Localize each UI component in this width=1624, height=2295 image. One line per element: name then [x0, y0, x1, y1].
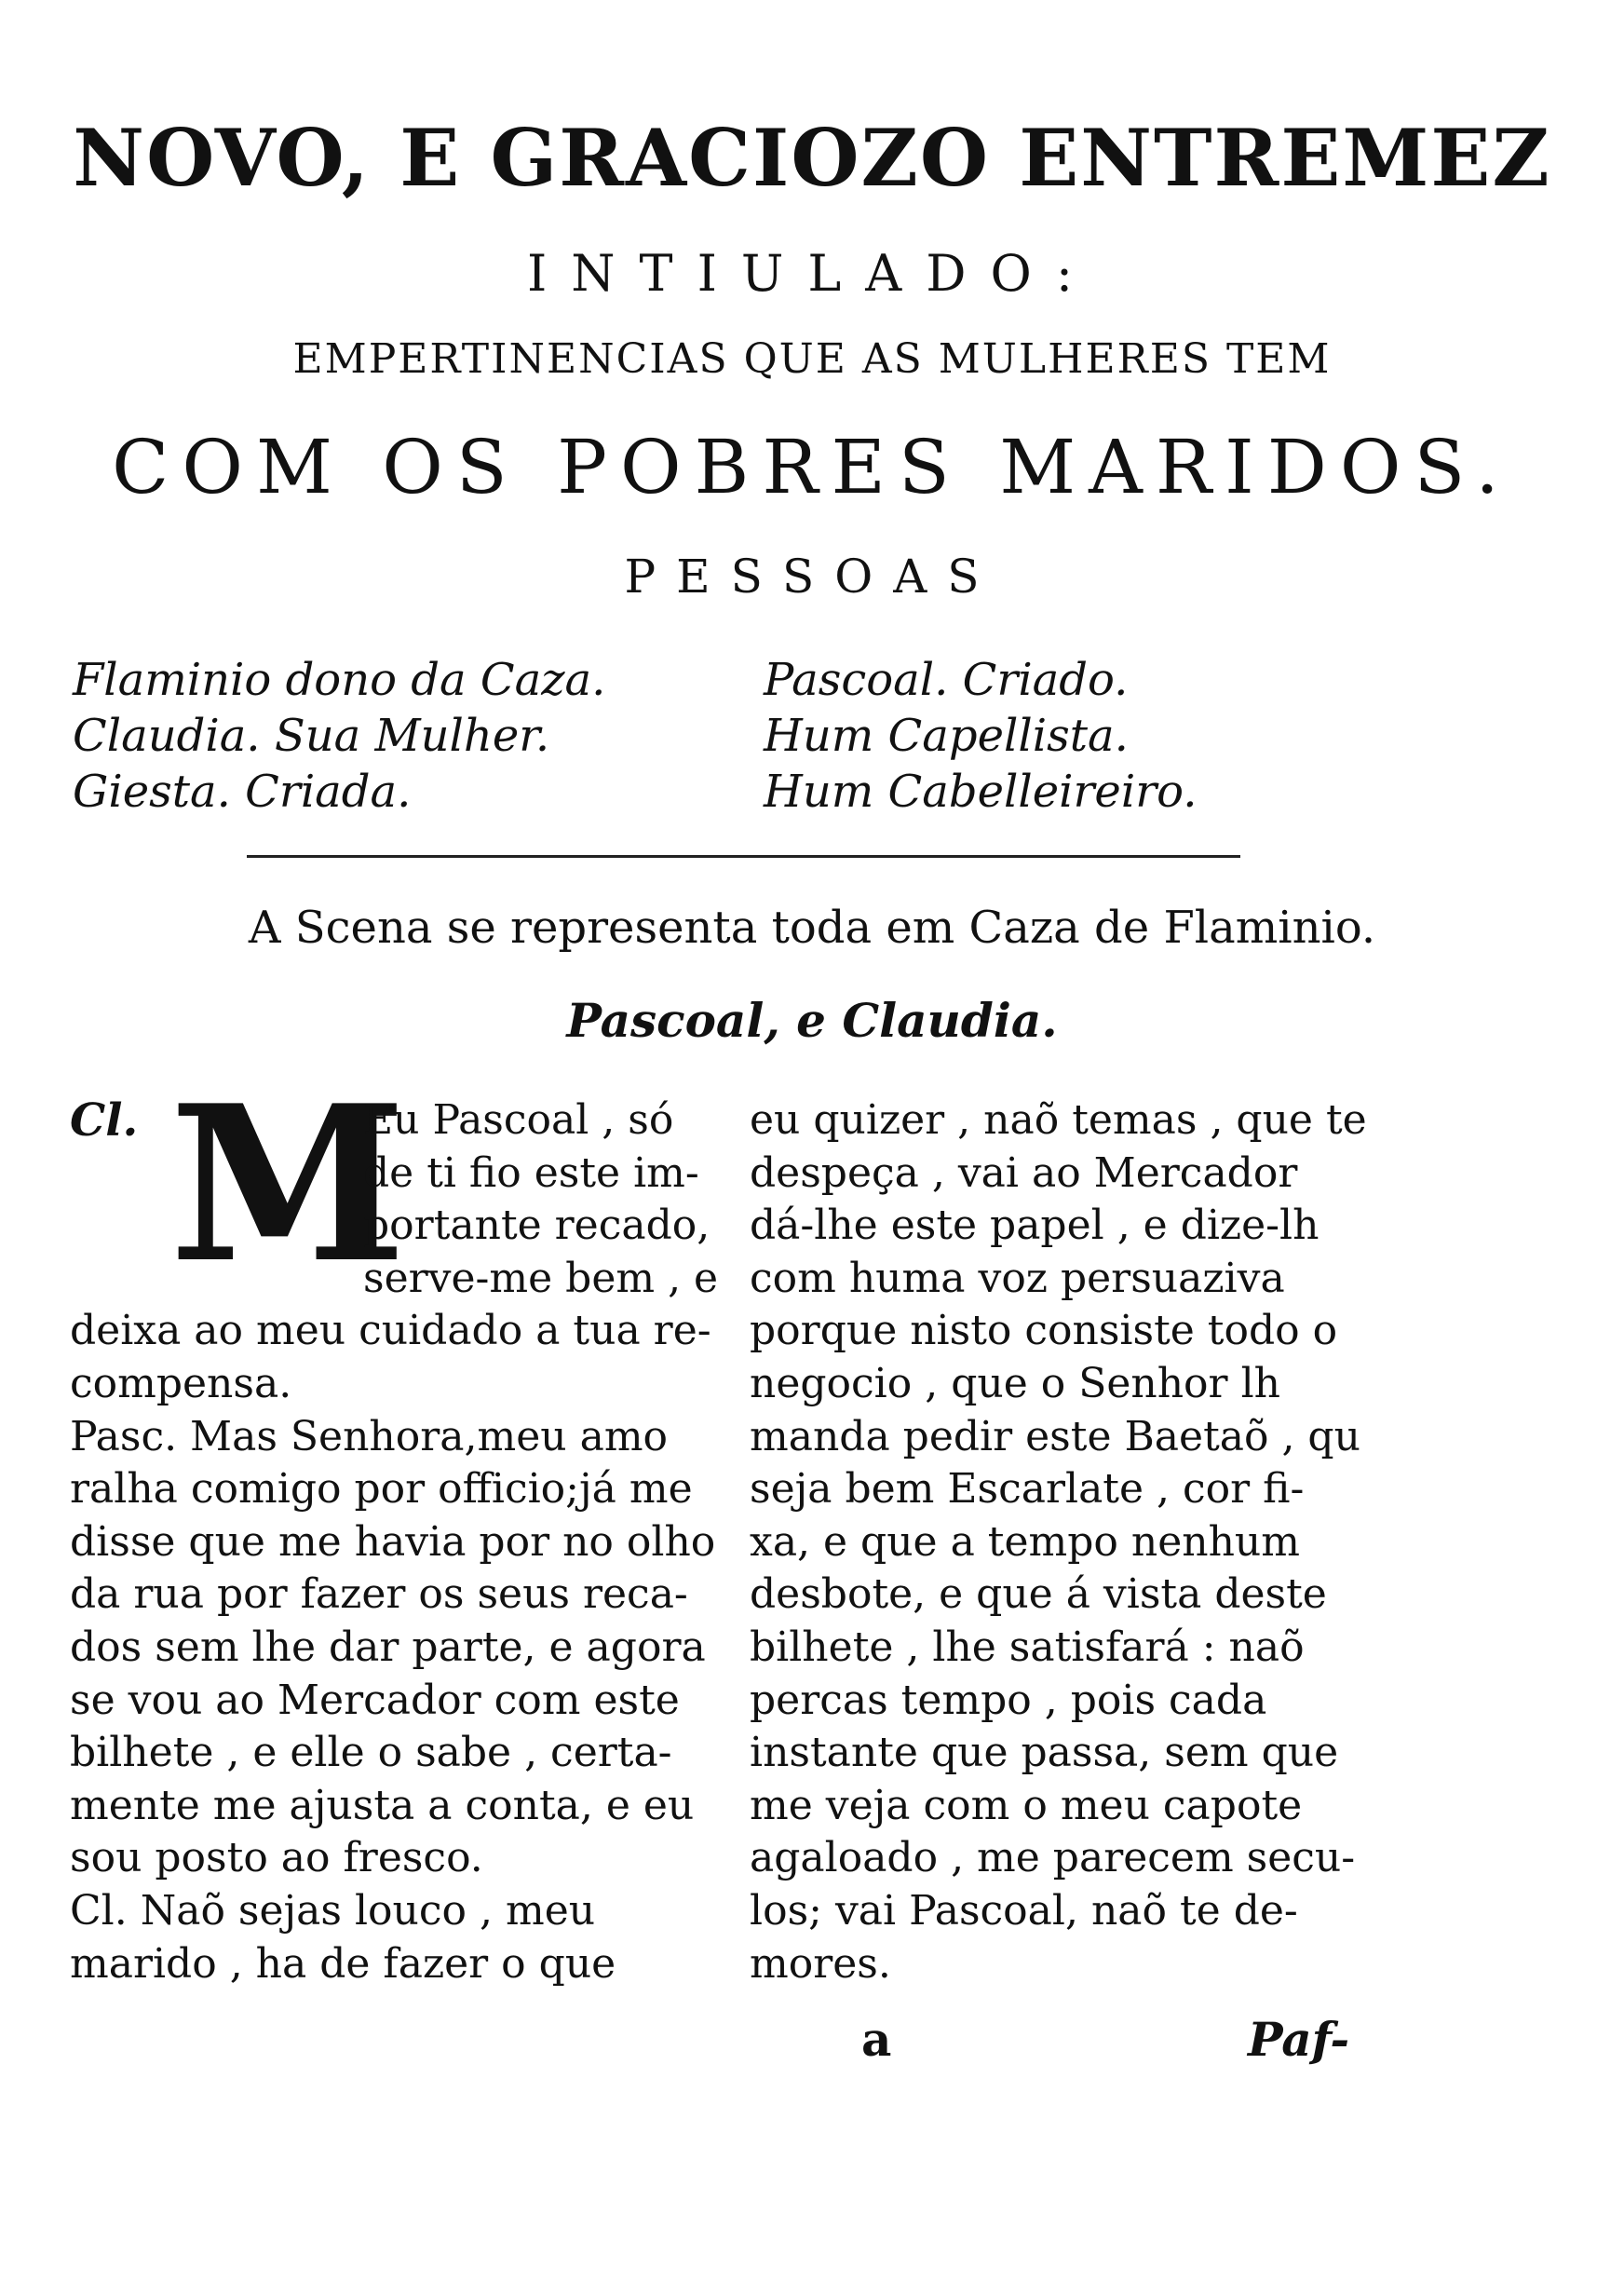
- text-line: portante recado,: [363, 1202, 710, 1250]
- cast-list-right: [764, 652, 1197, 820]
- text-line: negocio , que o Senhor lh: [750, 1359, 1280, 1407]
- text-line: ralha comigo por officio;já me: [70, 1465, 693, 1514]
- cast-entry: Flaminio dono da Caza.: [73, 654, 606, 706]
- catchword: Paf-: [1248, 2012, 1350, 2067]
- text-line: disse que me havia por no olho: [70, 1517, 716, 1566]
- text-line: dá-lhe este papel , e dize-lh: [750, 1202, 1320, 1250]
- text-line: serve-me bem , e: [363, 1254, 719, 1302]
- tagline: EMPERTINENCIAS QUE AS MULHERES TEM: [292, 335, 1332, 383]
- cast-entry: Pascoal. Criado.: [764, 654, 1129, 706]
- text-line: com huma voz persuaziva: [750, 1254, 1285, 1302]
- text-column-left: [70, 1059, 719, 1990]
- text-line: Eu Pascoal , só: [363, 1096, 674, 1144]
- subtitle: INTIULADO:: [526, 244, 1098, 303]
- cast-list-left: [73, 652, 605, 820]
- text-line: se vou ao Mercador com este: [70, 1676, 680, 1724]
- text-line: bilhete , e elle o sabe , certa-: [70, 1729, 672, 1777]
- text-line: seja bem Escarlate , cor fi-: [750, 1465, 1305, 1514]
- play-title: COM OS POBRES MARIDOS.: [112, 424, 1512, 510]
- text-line: deixa ao meu cuidado a tua re-: [70, 1307, 711, 1355]
- text-line: mores.: [750, 1939, 891, 1988]
- text-line: me veja com o meu capote: [750, 1781, 1303, 1829]
- text-line: Cl. Naõ sejas louco , meu: [70, 1886, 596, 1935]
- text-line: compensa.: [70, 1359, 292, 1407]
- main-title: NOVO, E GRACIOZO ENTREMEZ: [73, 112, 1551, 204]
- text-line: da rua por fazer os seus reca-: [70, 1570, 688, 1619]
- text-line: mente me ajusta a conta, e eu: [70, 1781, 695, 1829]
- scene-speakers: Pascoal, e Claudia.: [566, 993, 1058, 1048]
- text-line: Pasc. Mas Senhora,meu amo: [70, 1412, 669, 1460]
- text-line: los; vai Pascoal, naõ te de-: [750, 1886, 1298, 1935]
- cast-entry: Giesta. Criada.: [73, 766, 412, 818]
- persons-heading: PESSOAS: [624, 550, 1000, 604]
- text-line: dos sem lhe dar parte, e agora: [70, 1623, 706, 1671]
- text-line: agaloado , me parecem secu-: [750, 1834, 1356, 1882]
- cast-entry: Hum Cabelleireiro.: [764, 766, 1198, 818]
- cast-entry: Hum Capellista.: [764, 710, 1129, 762]
- scene-note: A Scena se representa toda em Caza de Flaminio.: [248, 902, 1376, 954]
- text-line: eu quizer , naõ temas , que te: [750, 1096, 1367, 1144]
- drop-cap: M: [169, 1059, 407, 1310]
- text-line: instante que passa, sem que: [750, 1729, 1339, 1777]
- text-column-right: [750, 1094, 1392, 1990]
- signature-mark: a: [861, 2012, 892, 2067]
- cast-entry: Claudia. Sua Mulher.: [73, 710, 550, 762]
- text-line: despeça , vai ao Mercador: [750, 1148, 1298, 1197]
- text-line: porque nisto consiste todo o: [750, 1307, 1338, 1355]
- text-line: manda pedir este Baetaõ , qu: [750, 1412, 1360, 1460]
- text-line: desbote, e que á vista deste: [750, 1570, 1327, 1619]
- text-line: percas tempo , pois cada: [750, 1676, 1267, 1724]
- speaker-tag: Cl.: [70, 1094, 139, 1147]
- text-line: bilhete , lhe satisfará : naõ: [750, 1623, 1305, 1671]
- text-line: sou posto ao fresco.: [70, 1834, 483, 1882]
- divider-rule: [247, 855, 1240, 858]
- text-line: marido , ha de fazer o que: [70, 1939, 616, 1988]
- text-line: de ti fio este im-: [363, 1148, 699, 1197]
- text-line: xa, e que a tempo nenhum: [750, 1517, 1300, 1566]
